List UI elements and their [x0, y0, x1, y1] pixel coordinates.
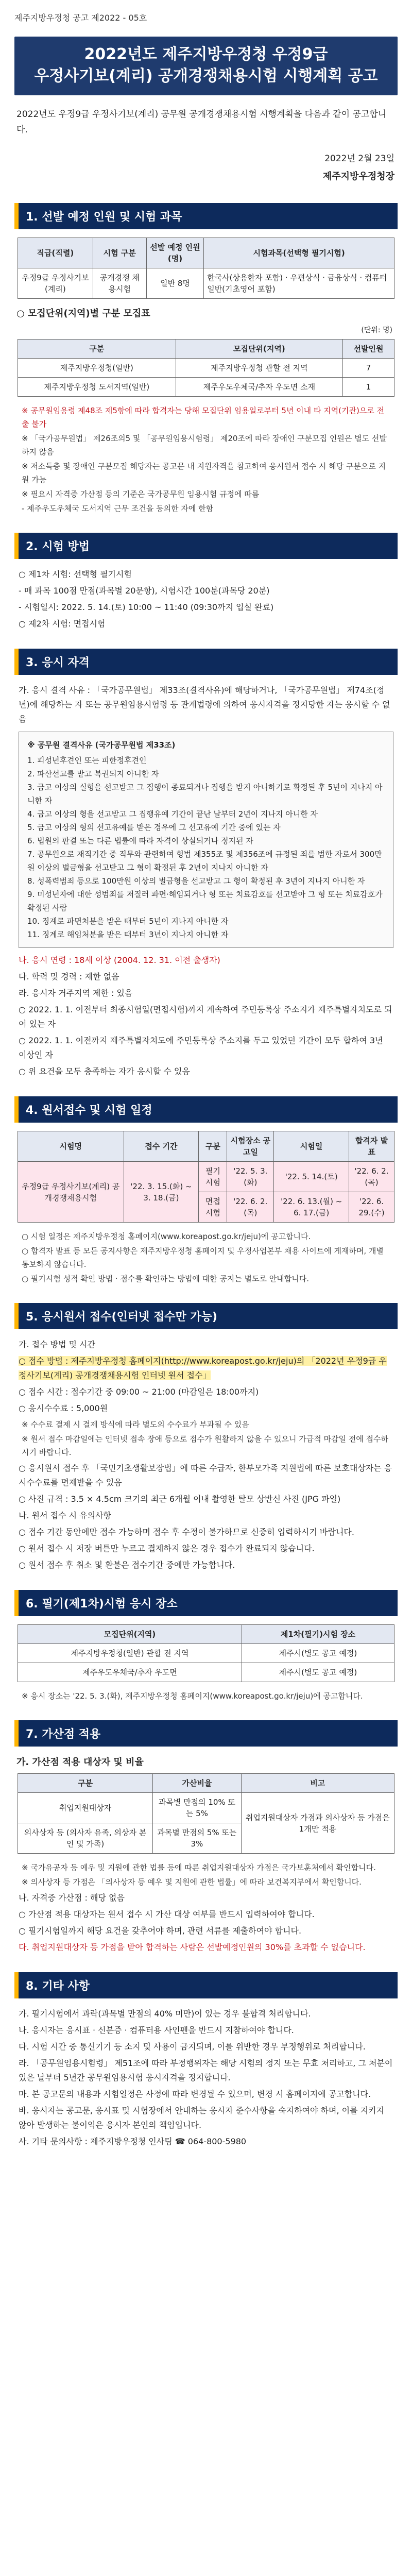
- col-header: 비고: [241, 1774, 394, 1793]
- list-item: ○ 원서 접수 후 취소 및 환불은 접수기간 중에만 가능합니다.: [19, 1560, 235, 1570]
- list-item: 가. 접수 방법 및 시간: [19, 1340, 96, 1349]
- table-row: [18, 1663, 394, 1682]
- list-item: 나. 응시자는 응시표 · 신분증 · 컴퓨터용 사인펜을 반드시 지참하여야 합니다.: [19, 2025, 294, 2035]
- list-item: ○ 접수 기간 동안에만 접수 가능하며 접수 후 수정이 불가하므로 신중히 입력하시기 바랍니다.: [19, 1527, 354, 1537]
- table-cell: '22. 6. 13.(월) ~ 6. 17.(금): [274, 1192, 349, 1223]
- subsection-title: 가. 가산점 적용 대상자 및 비율: [16, 1757, 144, 1768]
- list-item: ○ 제1차 시험: 선택형 필기시험: [19, 569, 132, 579]
- section-3-heading: 3. 응시 자격: [14, 649, 398, 675]
- apply-method: ○ 접수 방법 : 제주지방우정청 홈페이지(http://www.koreapost.go.kr/jeju)의 「2022년 우정9급 우정사기보(계리) 공개경쟁채용시험 인터넷 원서 접수」: [19, 1356, 387, 1380]
- list-item: ○ 사진 규격 : 3.5 × 4.5cm 크기의 최근 6개월 이내 촬영한 탈모 상반신 사진 (JPG 파일): [19, 1494, 341, 1504]
- box-title: ※ 공무원 결격사유 (국가공무원법 제33조): [27, 740, 176, 750]
- col-header: 모집단위(지역): [176, 340, 342, 359]
- issuer: 제주지방우정청장: [322, 171, 394, 182]
- section-5-heading: 5. 응시원서 접수(인터넷 접수만 가능): [14, 1303, 398, 1329]
- table-cell: 제주지방우정청 도서지역(일반): [18, 378, 176, 397]
- bonus-table: [18, 1773, 394, 1854]
- section-8-heading: 8. 기타 사항: [14, 1972, 398, 1998]
- list-item: 라. 응시자 거주지역 제한 : 있음: [19, 988, 133, 998]
- table-cell: 공개경쟁 채용시험: [93, 268, 146, 299]
- table-row: [18, 378, 394, 397]
- col-header: 시험장소 공고일: [227, 1131, 274, 1162]
- col-header: 구분: [18, 1774, 153, 1793]
- subsection-title: ○ 모집단위(지역)별 구분 모집표: [16, 308, 150, 319]
- selection-table: [18, 238, 394, 299]
- table-cell: '22. 5. 14.(토): [274, 1162, 349, 1192]
- table-cell: 제주지방우정청(일반) 관할 전 지역: [18, 1644, 242, 1663]
- table-cell: 제주지방우정청(일반): [18, 359, 176, 378]
- note: ※ 의사상자 등 가점은 「의사상자 등 예우 및 지원에 관한 법률」에 따라 보건복지부에서 확인합니다.: [22, 1877, 362, 1887]
- note: ※ 저소득층 및 장애인 구분모집 해당자는 공고문 내 지원자격을 참고하여 응시원서 접수 시 해당 구분으로 지원 가능: [22, 462, 386, 484]
- bonus-limit: 다. 취업지원대상자 등 가점을 받아 합격하는 사람은 선발예정인원의 30%를 초과할 수 없습니다.: [19, 1942, 366, 1952]
- table-cell: '22. 3. 15.(화) ~ 3. 18.(금): [124, 1162, 199, 1223]
- col-header: 모집단위(지역): [18, 1625, 242, 1644]
- list-item: 2. 파산선고를 받고 복권되지 아니한 자: [27, 769, 159, 778]
- table-cell: 필기시험: [199, 1162, 227, 1192]
- title-banner: [14, 37, 398, 95]
- list-item: 3. 금고 이상의 실형을 선고받고 그 집행이 종료되거나 집행을 받지 아니하기로 확정된 후 5년이 지나지 아니한 자: [27, 783, 383, 805]
- list-item: 나. 원서 접수 시 유의사항: [19, 1511, 111, 1520]
- section-7-heading: 7. 가산점 적용: [14, 1720, 398, 1747]
- col-header: 구분: [199, 1131, 227, 1162]
- section-6-heading: 6. 필기(제1차)시험 응시 장소: [14, 1590, 398, 1616]
- table-cell: 한국사(상용한자 포함) · 우편상식 · 금융상식 · 컴퓨터 일반(기초영어 포함): [204, 268, 394, 299]
- list-item: ○ 응시수수료 : 5,000원: [19, 1403, 108, 1413]
- list-item: 다. 시험 시간 중 통신기기 등 소지 및 사용이 금지되며, 이를 위반한 경우 부정행위로 처리합니다.: [19, 2042, 366, 2052]
- list-item: [19, 1354, 393, 1383]
- list-item: ○ 응시원서 접수 후 「국민기초생활보장법」에 따른 수급자, 한부모가족 지원법에 따른 보호대상자는 응시수수료를 면제받을 수 있음: [19, 1463, 392, 1487]
- table-cell: 취업지원대상자 가점과 의사상자 등 가점은 1개만 적용: [241, 1793, 394, 1854]
- venue-table: [18, 1624, 394, 1682]
- col-header: 제1차(필기)시험 장소: [242, 1625, 394, 1644]
- note: ※ 원서 접수 마감일에는 인터넷 접속 장애 등으로 접수가 원활하지 않을 수 있으니 가급적 마감일 전에 접수하시기 바랍니다.: [22, 1434, 388, 1457]
- table-cell: 과목별 만점의 10% 또는 5%: [153, 1793, 241, 1823]
- intro-text: 2022년도 우정9급 우정사기보(계리) 공무원 공개경쟁채용시험 시행계획을 다음과 같이 공고합니다.: [16, 109, 387, 135]
- region-table: [18, 339, 394, 397]
- list-item: ○ 위 요건을 모두 충족하는 자가 응시할 수 있음: [19, 1066, 190, 1076]
- table-cell: 7: [343, 359, 394, 378]
- table-row: [18, 359, 394, 378]
- title-line-2: 우정사기보(계리) 공개경쟁채용시험 시행계획 공고: [34, 67, 378, 85]
- table-cell: '22. 6. 2.(목): [349, 1162, 394, 1192]
- col-header: 시험과목(선택형 필기시험): [204, 238, 394, 268]
- section-1-heading: 1. 선발 예정 인원 및 시험 과목: [14, 203, 398, 229]
- list-item: 라. 「공무원임용시험령」 제51조에 따라 부정행위자는 해당 시험의 정지 또는 무효 처리하고, 그 처분이 있은 날부터 5년간 공무원임용시험 응시자격을 정지합니다.: [19, 2058, 393, 2082]
- schedule-table: [18, 1131, 394, 1223]
- unit-caption: (단위: 명): [361, 326, 392, 334]
- table-cell: 제주우도우체국/추자 우도면: [18, 1663, 242, 1682]
- disqualification-box: [19, 732, 393, 948]
- note: ※ 응시 장소는 '22. 5. 3.(화), 제주지방우정청 홈페이지(www.koreapost.go.kr/jeju)에 공고합니다.: [22, 1691, 363, 1701]
- table-cell: 제주시(별도 공고 예정): [242, 1663, 394, 1682]
- table-cell: '22. 5. 3.(화): [227, 1162, 274, 1192]
- list-item: 6. 법원의 판결 또는 다른 법률에 따라 자격이 상실되거나 정지된 자: [27, 836, 253, 845]
- table-cell: 의사상자 등 (의사자 유족, 의상자 본인 및 가족): [18, 1823, 153, 1854]
- table-cell: 우정9급 우정사기보 (계리): [18, 268, 93, 299]
- table-cell: '22. 6. 2.(목): [227, 1192, 274, 1223]
- note: - 제주우도우체국 도서지역 근무 조건을 동의한 자에 한함: [22, 504, 214, 513]
- list-item: 10. 징계로 파면처분을 받은 때부터 5년이 지나지 아니한 자: [27, 917, 229, 926]
- table-cell: 취업지원대상자: [18, 1793, 153, 1823]
- list-item: 8. 성폭력범죄 등으로 100만원 이상의 벌금형을 선고받고 그 형이 확정된 후 3년이 지나지 아니한 자: [27, 876, 365, 886]
- section-2-heading: 2. 시험 방법: [14, 533, 398, 559]
- age-requirement: 나. 응시 연령 : 18세 이상 (2004. 12. 31. 이전 출생자): [19, 955, 220, 965]
- list-item: 다. 학력 및 경력 : 제한 없음: [19, 972, 119, 981]
- list-item: ○ 필기시험일까지 해당 요건을 갖추어야 하며, 관련 서류를 제출하여야 합니다.: [19, 1926, 302, 1936]
- note: ○ 시험 일정은 제주지방우정청 홈페이지(www.koreapost.go.kr/jeju)에 공고합니다.: [22, 1232, 311, 1241]
- note: ※ 국가유공자 등 예우 및 지원에 관한 법률 등에 따른 취업지원대상자 가점은 국가보훈처에서 확인합니다.: [22, 1863, 376, 1872]
- list-item: ○ 제2차 시험: 면접시험: [19, 619, 106, 629]
- col-header: 합격자 발표: [349, 1131, 394, 1162]
- col-header: 구분: [18, 340, 176, 359]
- table-cell: 제주우도우체국/추자 우도면 소재: [176, 378, 342, 397]
- table-cell: 제주지방우정청 관할 전 지역: [176, 359, 342, 378]
- table-cell: 과목별 만점의 5% 또는 3%: [153, 1823, 241, 1854]
- table-cell: 1: [343, 378, 394, 397]
- note: ※ 「국가공무원법」 제26조의5 및 「공무원임용시험령」 제20조에 따라 장애인 구분모집 인원은 별도 선발하지 않음: [22, 434, 387, 456]
- list-item: 4. 금고 이상의 형을 선고받고 그 집행유예 기간이 끝난 날부터 2년이 지나지 아니한 자: [27, 809, 318, 819]
- table-cell: '22. 6. 29.(수): [349, 1192, 394, 1223]
- table-row: [18, 1644, 394, 1663]
- col-header: 선발인원: [343, 340, 394, 359]
- list-item: 7. 공무원으로 재직기간 중 직무와 관련하여 형법 제355조 및 제356조에 규정된 죄를 범한 자로서 300만원 이상의 벌금형을 선고받고 그 형이 확정된 후 2년이 지나지 아니한 자: [27, 850, 382, 872]
- list-item: 사. 기타 문의사항 : 제주지방우정청 인사팀 ☎ 064-800-5980: [19, 2137, 247, 2146]
- list-item: 가. 필기시험에서 과락(과목별 만점의 40% 미만)이 있는 경우 불합격 처리합니다.: [19, 2009, 311, 2019]
- table-cell: 면접시험: [199, 1192, 227, 1223]
- list-item: 나. 자격증 가산점 : 해당 없음: [19, 1893, 125, 1903]
- list-item: ○ 가산점 적용 대상자는 원서 접수 시 가산 대상 여부를 반드시 입력하여야 합니다.: [19, 1909, 315, 1919]
- note: ○ 합격자 발표 등 모든 공지사항은 제주지방우정청 홈페이지 및 우정사업본부 채용 사이트에 게재하며, 개별 통보하지 않습니다.: [22, 1246, 384, 1269]
- list-item: 바. 응시자는 공고문, 응시표 및 시험장에서 안내하는 응시자 준수사항을 숙지하여야 하며, 이를 지키지 않아 발생하는 불이익은 응시자 본인의 책임입니다.: [19, 2106, 384, 2130]
- note: ※ 필요시 자격증 가산점 등의 기준은 국가공무원 임용시험 규정에 따름: [22, 489, 260, 499]
- note: ※ 공무원임용령 제48조 제5항에 따라 합격자는 당해 모집단위 임용일로부터 5년 이내 타 지역(기관)으로 전출 불가: [22, 406, 385, 429]
- list-item: 1. 피성년후견인 또는 피한정후견인: [27, 756, 147, 765]
- notice-date: 2022년 2월 23일: [324, 154, 394, 164]
- table-row: [18, 1162, 394, 1192]
- table-cell: 제주시(별도 공고 예정): [242, 1644, 394, 1663]
- list-item: 11. 징계로 해임처분을 받은 때부터 3년이 지나지 아니한 자: [27, 930, 229, 939]
- col-header: 시험명: [18, 1131, 124, 1162]
- col-header: 시험 구분: [93, 238, 146, 268]
- list-item: ○ 2022. 1. 1. 이전까지 제주특별자치도에 주민등록상 주소지를 두고 있었던 기간이 모두 합하여 3년 이상인 자: [19, 1036, 383, 1060]
- table-row: [18, 1793, 394, 1823]
- table-cell: 우정9급 우정사기보(계리) 공개경쟁채용시험: [18, 1162, 124, 1223]
- list-item: - 시험일시: 2022. 5. 14.(토) 10:00 ~ 11:40 (09:30까지 입실 완료): [19, 602, 274, 612]
- notice-number: 제주지방우정청 공고 제2022 - 05호: [14, 13, 147, 23]
- list-item: 9. 미성년자에 대한 성범죄를 저질러 파면·해임되거나 형 또는 치료감호를 선고받아 그 형 또는 치료감호가 확정된 사람: [27, 890, 383, 912]
- list-item: 가. 응시 결격 사유 : 「국가공무원법」 제33조(결격사유)에 해당하거나, 「국가공무원법」 제74조(정년)에 해당하는 자 또는 공무원임용시험령 등 관계법령에 의하여 응시자격을 정지당한 자는 응시할 수 없음: [19, 685, 390, 724]
- table-cell: 일반 8명: [146, 268, 203, 299]
- list-item: - 매 과목 100점 만점(과목별 20문항), 시험시간 100분(과목당 20분): [19, 586, 270, 596]
- list-item: [19, 1940, 393, 1955]
- note: ※ 수수료 결제 시 결제 방식에 따라 별도의 수수료가 부과될 수 있음: [22, 1420, 249, 1429]
- title-line-1: 2022년도 제주지방우정청 우정9급: [84, 45, 328, 63]
- section-4-heading: 4. 원서접수 및 시험 일정: [14, 1096, 398, 1123]
- note: ○ 필기시험 성적 확인 방법 · 점수를 확인하는 방법에 대한 공지는 별도로 안내합니다.: [22, 1274, 310, 1283]
- list-item: ○ 2022. 1. 1. 이전부터 최종시험일(면접시험)까지 계속하여 주민등록상 주소지가 제주특별자치도로 되어 있는 자: [19, 1005, 392, 1029]
- col-header: 직급(직렬): [18, 238, 93, 268]
- list-item: ○ 접수 시간 : 접수기간 중 09:00 ~ 21:00 (마감일은 18:00까지): [19, 1387, 259, 1397]
- col-header: 선발 예정 인원(명): [146, 238, 203, 268]
- col-header: 가산비율: [153, 1774, 241, 1793]
- col-header: 시험일: [274, 1131, 349, 1162]
- list-item: ○ 원서 접수 시 저장 버튼만 누르고 결제하지 않은 경우 접수가 완료되지 않습니다.: [19, 1544, 315, 1553]
- list-item: 마. 본 공고문의 내용과 시험일정은 사정에 따라 변경될 수 있으며, 변경 시 홈페이지에 공고합니다.: [19, 2089, 371, 2099]
- list-item: 5. 금고 이상의 형의 선고유예를 받은 경우에 그 선고유예 기간 중에 있는 자: [27, 823, 281, 832]
- list-item: [19, 953, 393, 968]
- col-header: 접수 기간: [124, 1131, 199, 1162]
